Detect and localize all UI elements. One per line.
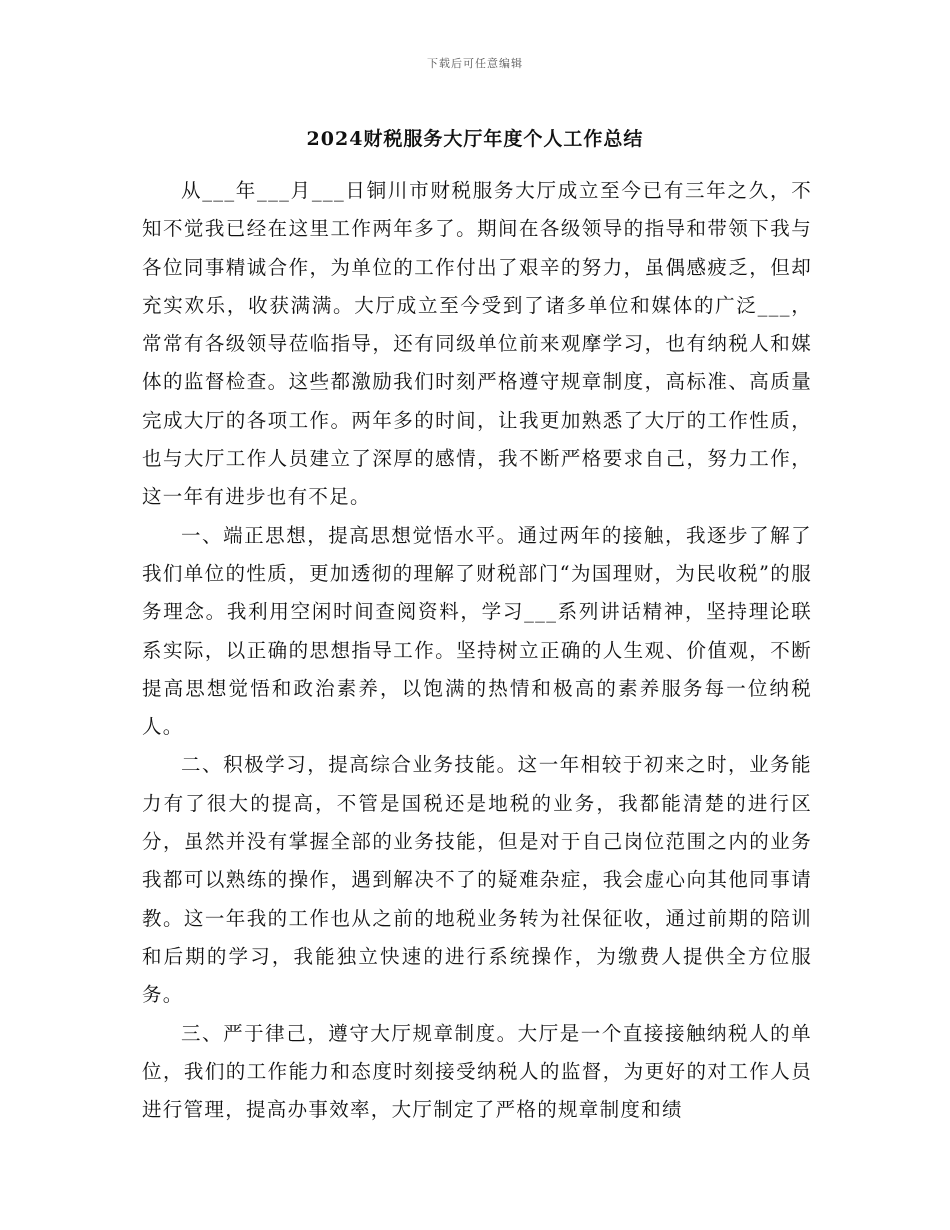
paragraph-section-1: 一、端正思想，提高思想觉悟水平。通过两年的接触，我逐步了解了我们单位的性质，更加透彻的理解了财税部门“为国理财，为民收税”的服务理念。我利用空闲时间查阅资料，学习___系列讲话精神，坚持理论联系实际，以正确的思想指导工作。坚持树立正确的人生观、价值观，不断提高思想觉悟和政治素养，以饱满的热情和极高的素养服务每一位纳税人。 [142, 523, 812, 739]
header-note: 下载后可任意编辑 [427, 57, 523, 70]
document-title: 2024财税服务大厅年度个人工作总结 [306, 128, 644, 150]
paragraph-section-3: 三、严于律己，遵守大厅规章制度。大厅是一个直接接触纳税人的单位，我们的工作能力和态度时刻接受纳税人的监督，为更好的对工作人员进行管理，提高办事效率，大厅制定了严格的规章制度和绩 [142, 1021, 812, 1122]
document-body [142, 172, 812, 1129]
paragraph-section-2: 二、积极学习，提高综合业务技能。这一年相较于初来之时，业务能力有了很大的提高，不管是国税还是地税的业务，我都能清楚的进行区分，虽然并没有掌握全部的业务技能，但是对于自己岗位范围之内的业务我都可以熟练的操作，遇到解决不了的疑难杂症，我会虚心向其他同事请教。这一年我的工作也从之前的地税业务转为社保征收，通过前期的陪训和后期的学习，我能独立快速的进行系统操作，为缴费人提供全方位服务。 [142, 753, 812, 1007]
paragraph-intro: 从___年___月___日铜川市财税服务大厅成立至今已有三年之久，不知不觉我已经在这里工作两年多了。期间在各级领导的指导和带领下我与各位同事精诚合作，为单位的工作付出了艰辛的努力，虽偶感疲乏，但却充实欢乐，收获满满。大厅成立至今受到了诸多单位和媒体的广泛___，常常有各级领导莅临指导，还有同级单位前来观摩学习，也有纳税人和媒体的监督检查。这些都激励我们时刻严格遵守规章制度，高标准、高质量完成大厅的各项工作。两年多的时间，让我更加熟悉了大厅的工作性质，也与大厅工作人员建立了深厚的感情，我不断严格要求自己，努力工作，这一年有进步也有不足。 [142, 179, 812, 509]
